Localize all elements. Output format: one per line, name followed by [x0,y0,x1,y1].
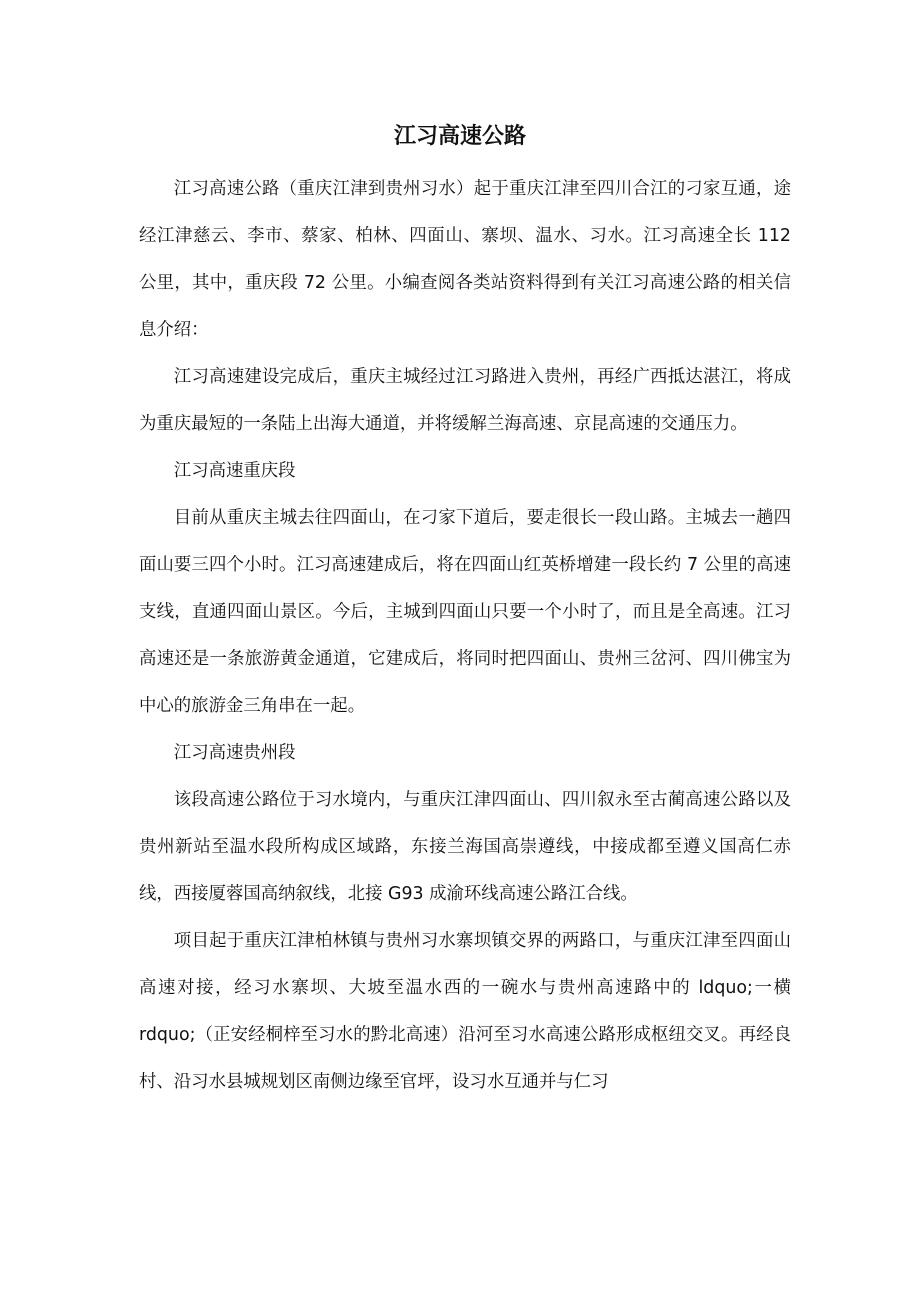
paragraph-intro: 江习高速公路（重庆江津到贵州习水）起于重庆江津至四川合江的刁家互通，途经江津慈云、李市、蔡家、柏林、四面山、寨坝、温水、习水。江习高速全长 112 公里，其中，重庆段 72 公里。小编查阅各类站资料得到有关江习高速公路的相关信息介绍： [139,179,791,340]
document-body [139,166,791,1106]
paragraph-completion: 江习高速建设完成后，重庆主城经过江习路进入贵州，再经广西抵达湛江，将成为重庆最短的一条陆上出海大通道，并将缓解兰海高速、京昆高速的交通压力。 [139,367,791,434]
paragraph-project: 项目起于重庆江津柏林镇与贵州习水寨坝镇交界的两路口，与重庆江津至四面山高速对接，经习水寨坝、大坡至温水西的一碗水与贵州高速路中的 ldquo;一横 rdquo;（正安经桐梓至习水的黔北高速）沿河至习水高速公路形成枢纽交叉。再经良村、沿习水县城规划区南侧边缘至官坪，设习水互通并与仁习 [139,931,791,1092]
paragraph-chongqing: 目前从重庆主城去往四面山，在刁家下道后，要走很长一段山路。主城去一趟四面山要三四个小时。江习高速建成后，将在四面山红英桥增建一段长约 7 公里的高速支线，直通四面山景区。今后，主城到四面山只要一个小时了，而且是全高速。江习高速还是一条旅游黄金通道，它建成后，将同时把四面山、贵州三岔河、四川佛宝为中心的旅游金三角串在一起。 [139,508,791,716]
document-title: 江习高速公路 [393,124,526,149]
paragraph-guizhou: 该段高速公路位于习水境内，与重庆江津四面山、四川叙永至古蔺高速公路以及贵州新站至温水段所构成区域路，东接兰海国高崇遵线，中接成都至遵义国高仁赤线，西接厦蓉国高纳叙线，北接 G93 成渝环线高速公路江合线。 [139,790,791,904]
section-heading-guizhou: 江习高速贵州段 [173,743,296,763]
section-heading-chongqing: 江习高速重庆段 [173,461,296,481]
